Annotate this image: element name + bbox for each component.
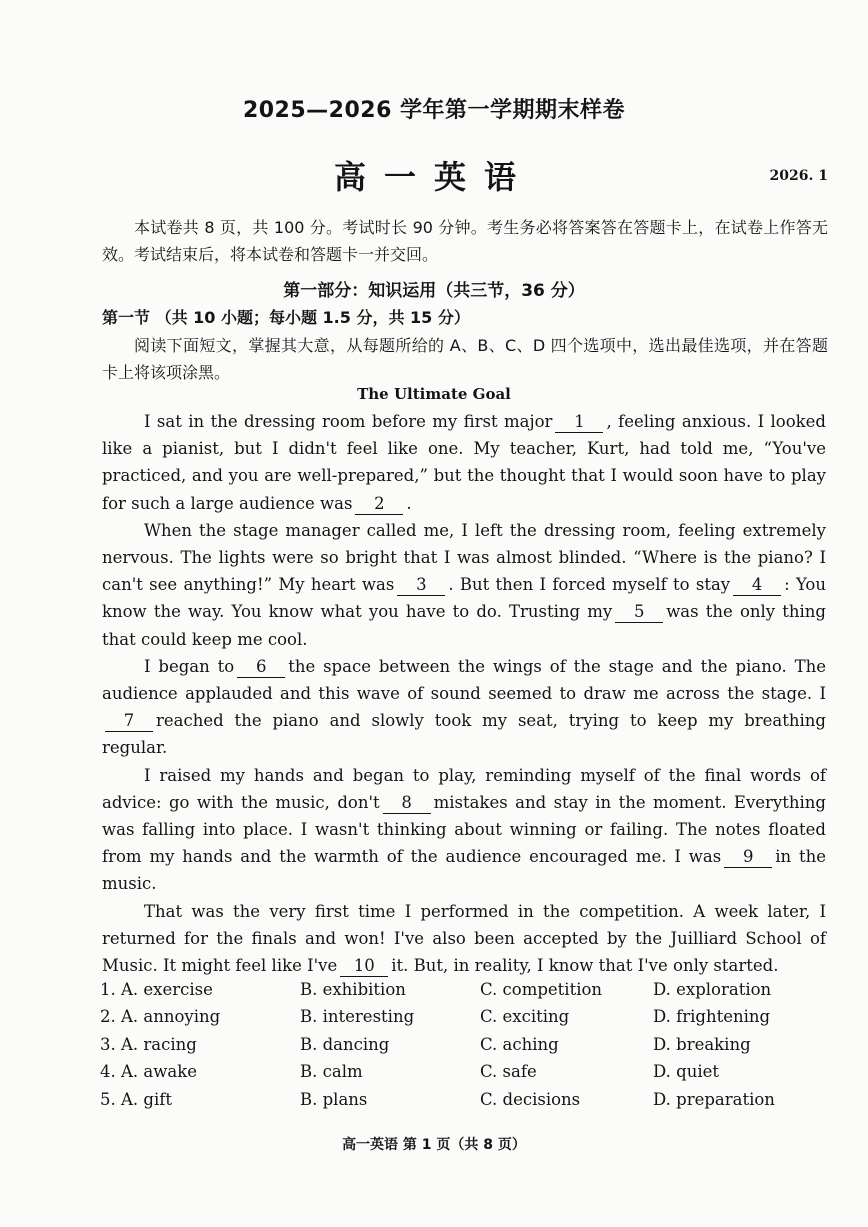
passage-title: The Ultimate Goal xyxy=(357,385,511,403)
exam-title: 2025—2026 学年第一学期期末样卷 xyxy=(242,98,626,123)
question-number: 2. xyxy=(100,1007,116,1027)
option-c: C. safe xyxy=(480,1062,537,1082)
option-d: D. breaking xyxy=(653,1034,751,1054)
question-number: 3. xyxy=(100,1034,116,1054)
subject-title: 高一英语 xyxy=(333,158,534,196)
option-row-2 xyxy=(100,1007,830,1034)
option-b: B. dancing xyxy=(300,1034,390,1054)
blank-10: 10 xyxy=(340,956,388,977)
option-a: A. awake xyxy=(121,1062,197,1082)
option-a: A. annoying xyxy=(121,1007,221,1027)
blank-9: 9 xyxy=(724,847,772,868)
part-heading: 第一部分：知识运用（共三节，36 分） xyxy=(283,281,585,301)
blank-3: 3 xyxy=(397,575,445,596)
blank-1: 1 xyxy=(555,412,603,433)
exam-intro: 本试卷共 8 页，共 100 分。考试时长 90 分钟。考生务必将答案答在答题卡上，在试卷上作答无效。考试结束后，将本试卷和答题卡一并交回。 xyxy=(102,218,828,264)
option-b: B. calm xyxy=(300,1062,363,1082)
paragraph-3: I began to 6 the space between the wings of the stage and the piano. The audience applauded and this wave of sound seemed to draw me across the stage. I7 reached the piano and slowly took my seat, trying to keep my breathing regular. xyxy=(102,656,826,758)
question-number: 5. xyxy=(100,1089,116,1109)
option-c: C. exciting xyxy=(480,1007,570,1027)
option-row-1 xyxy=(100,980,830,1007)
option-c: C. aching xyxy=(480,1034,559,1054)
paragraph-5: That was the very first time I performed in the competition. A week later, I returned for the finals and won! I've also been accepted by the Juilliard School of Music. It might feel like I've 10 it. But, in reality, I know that I've only started. xyxy=(102,901,826,976)
question-number: 4. xyxy=(100,1062,116,1082)
option-c: C. competition xyxy=(480,980,603,999)
blank-2: 2 xyxy=(355,494,403,515)
option-a: A. racing xyxy=(121,1034,197,1054)
option-row-5 xyxy=(100,1090,830,1117)
blank-6: 6 xyxy=(237,657,285,678)
page-footer: 高一英语 第 1 页（共 8 页） xyxy=(342,1137,526,1153)
paragraph-4: I raised my hands and began to play, reminding myself of the final words of advice: go with the music, don't 8 mistakes and stay in the moment. Everything was falling into place. I wasn't thinking about winning or failing. The notes floated from my hands and the warmth of the audience encouraged me. I was 9 in the music. xyxy=(102,765,826,894)
answer-options xyxy=(100,980,830,1117)
option-d: D. quiet xyxy=(653,1062,719,1082)
option-b: B. plans xyxy=(300,1089,368,1109)
blank-5: 5 xyxy=(615,602,663,623)
option-a: A. exercise xyxy=(121,980,213,999)
option-row-4 xyxy=(100,1062,830,1089)
blank-8: 8 xyxy=(383,793,431,814)
option-d: D. preparation xyxy=(653,1089,775,1109)
option-a: A. gift xyxy=(121,1089,172,1109)
subject-row xyxy=(0,152,868,200)
option-b: B. exhibition xyxy=(300,980,406,999)
option-b: B. interesting xyxy=(300,1007,415,1027)
exam-date: 2026. 1 xyxy=(769,168,828,184)
option-row-3 xyxy=(100,1035,830,1062)
question-number: 1. xyxy=(100,980,116,999)
paragraph-2: When the stage manager called me, I left the dressing room, feeling extremely nervous. The lights were so bright that I was almost blinded. “Where is the piano? I can't see anything!” My heart was 3 . But then I forced myself to stay 4 : You know the way. You know what you have to do. Trusting my 5 was the only thing that could keep me cool. xyxy=(102,520,826,649)
option-d: D. exploration xyxy=(653,980,772,999)
paragraph-1: I sat in the dressing room before my first major 1 , feeling anxious. I looked like a pianist, but I didn't feel like one. My teacher, Kurt, had told me, “You've practiced, and you are well-prepared,” but the thought that I would soon have to play for such a large audience was 2 . xyxy=(102,412,826,513)
blank-4: 4 xyxy=(733,575,781,596)
section-heading: 第一节 （共 10 小题；每小题 1.5 分，共 15 分） xyxy=(102,308,470,327)
option-c: C. decisions xyxy=(480,1089,581,1109)
blank-7: 7 xyxy=(105,711,153,732)
option-d: D. frightening xyxy=(653,1007,771,1027)
cloze-passage xyxy=(102,408,826,979)
section-instruction: 阅读下面短文，掌握其大意，从每题所给的 A、B、C、D 四个选项中，选出最佳选项，并在答题卡上将该项涂黑。 xyxy=(102,336,828,382)
